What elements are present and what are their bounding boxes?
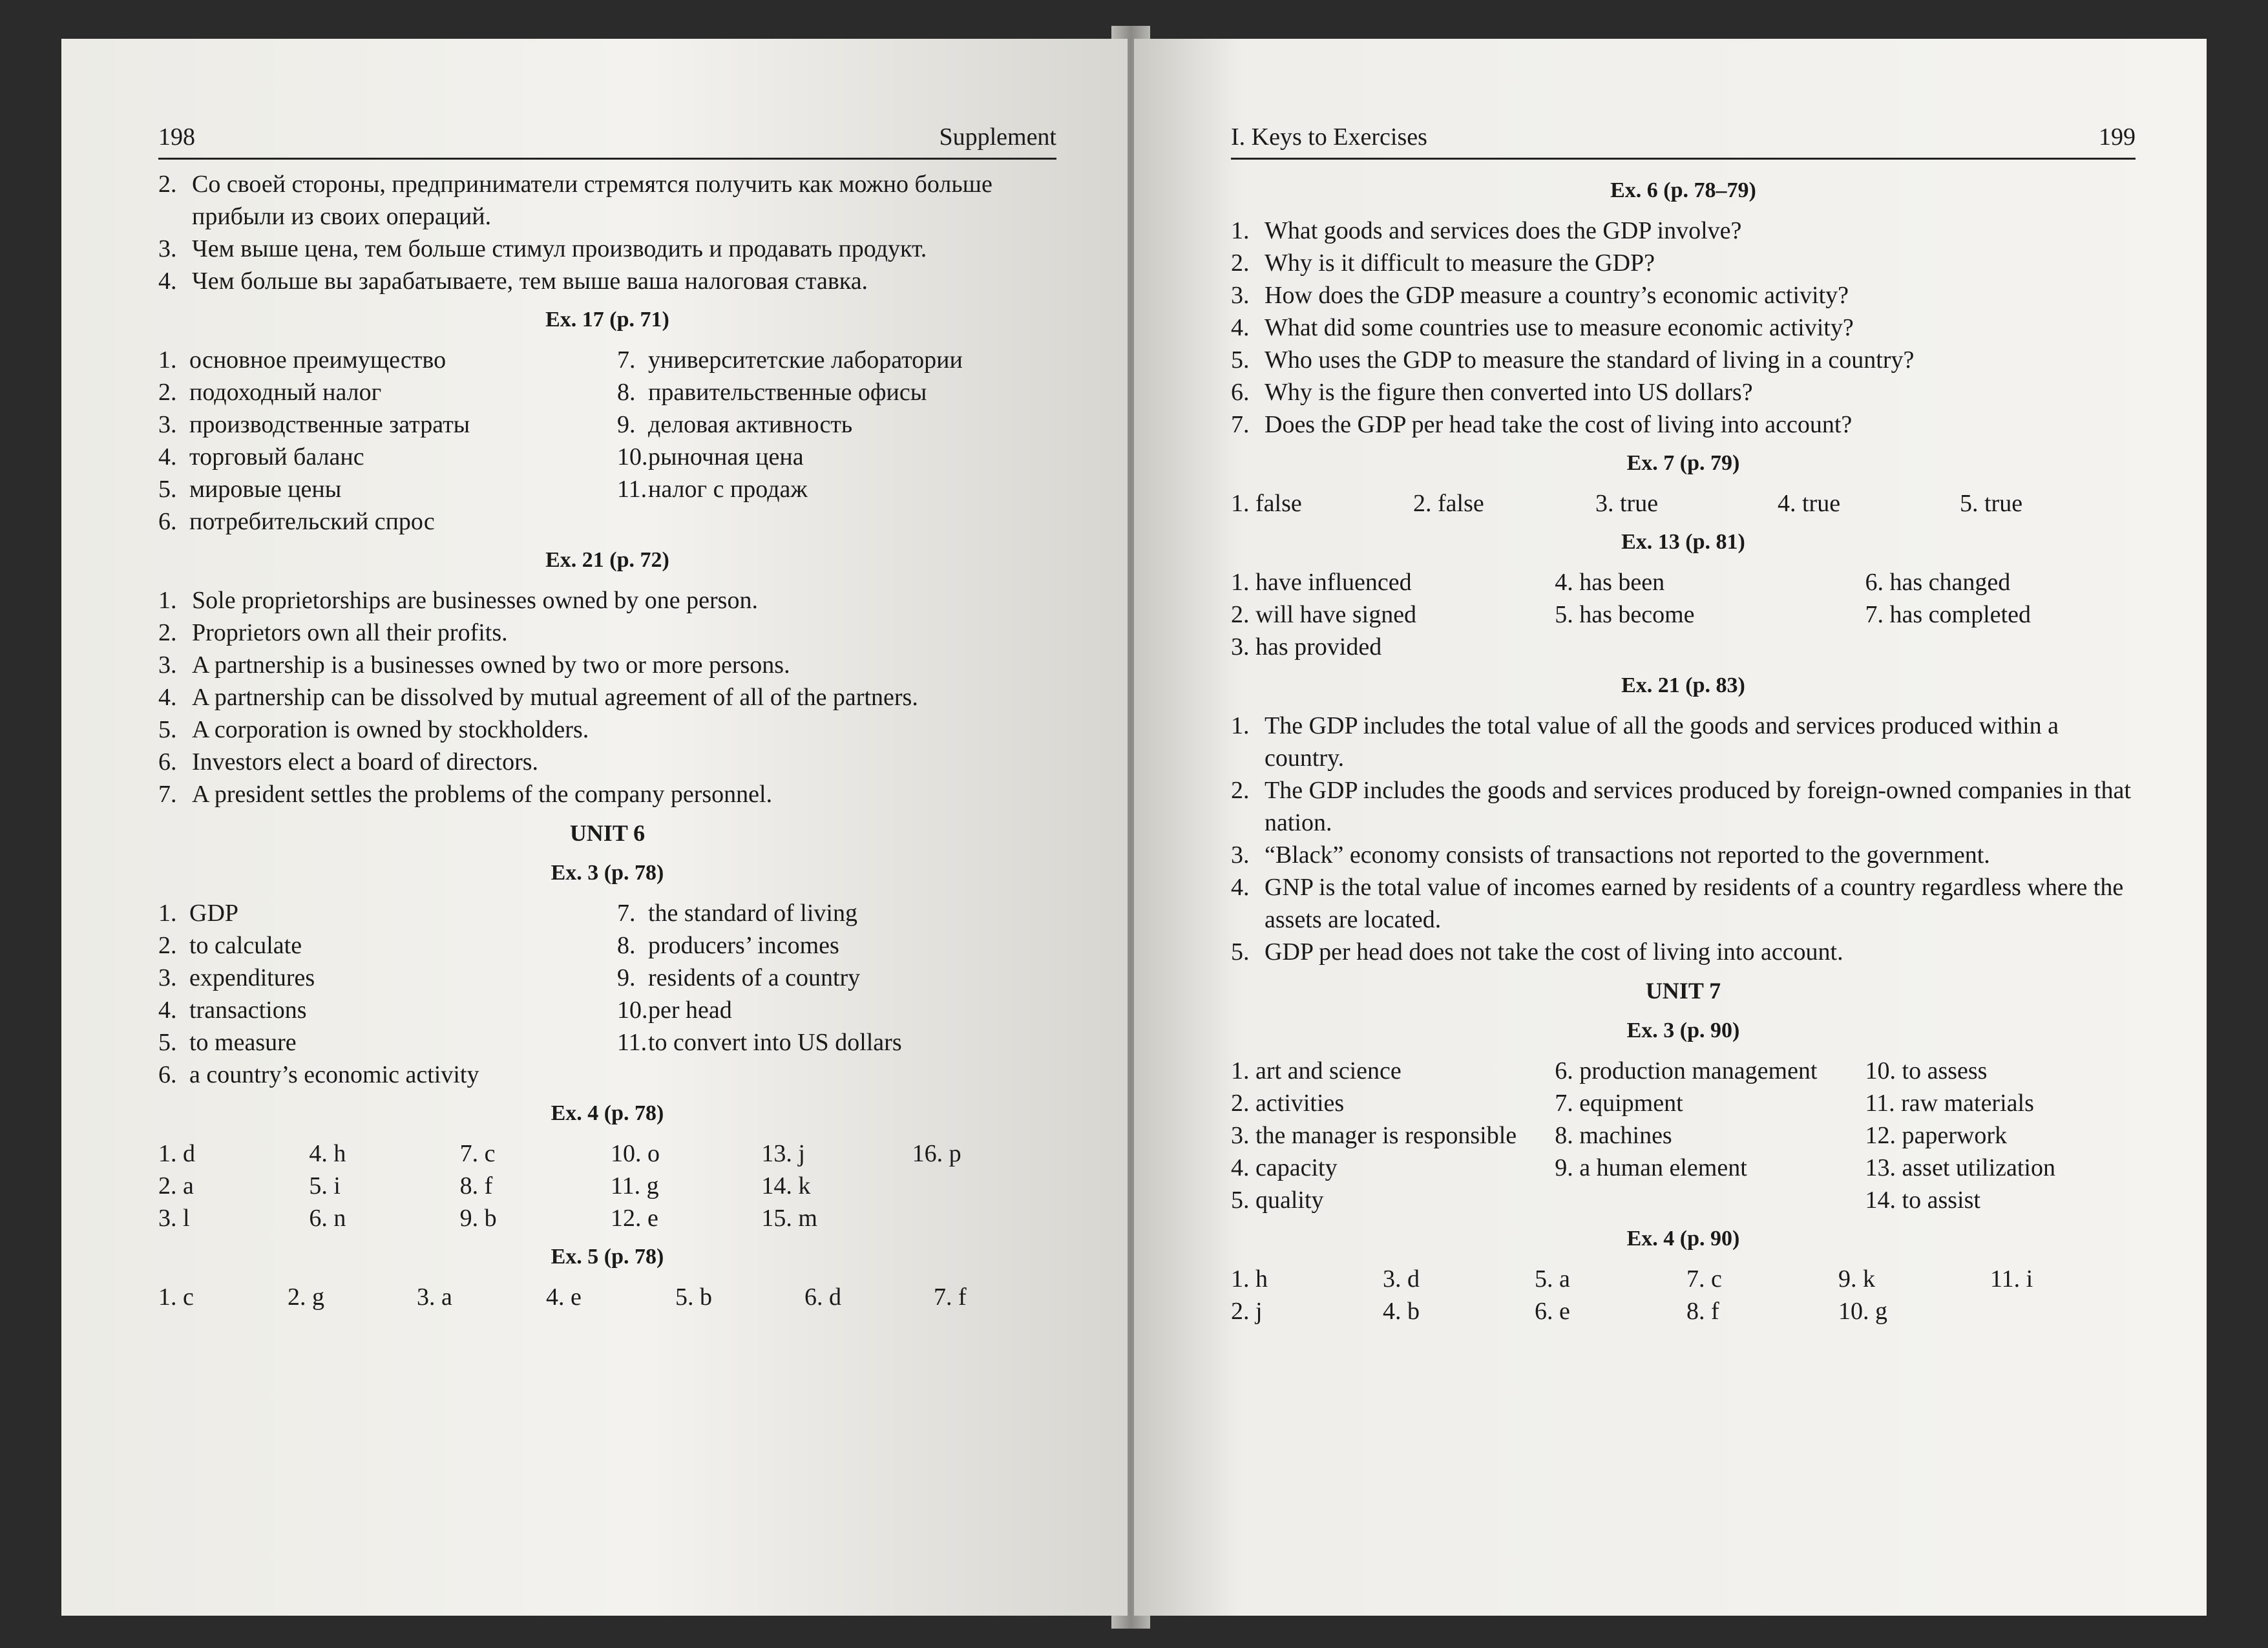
ex17-answers — [158, 344, 1056, 538]
list-item: 4. A partnership can be dissolved by mutual agreement of all of the partners. — [158, 684, 918, 711]
answer-row: 2. a 5. i 8. f 11. g 14. k — [158, 1172, 811, 1199]
right-content — [1231, 168, 2136, 1327]
list-item: 1. основное преимущество — [158, 346, 446, 374]
list-item: 3. How does the GDP measure a country’s economic activity? — [1231, 282, 1849, 309]
list-item: 8. producers’ incomes — [617, 932, 839, 959]
ex21-answers — [158, 584, 1056, 810]
page-number: 198 — [158, 123, 195, 151]
list-item: 5. to measure — [158, 1029, 297, 1056]
answer-row: 1. d 4. h 7. c 10. o 13. j 16. p — [158, 1140, 961, 1167]
running-title: Supplement — [939, 123, 1056, 151]
list-item: 7. университетские лаборатории — [617, 346, 963, 374]
list-item: 10. рыночная цена — [617, 443, 804, 470]
list-item: 10. per head — [617, 997, 732, 1024]
list-item: 1. Sole proprietorships are businesses owned by one person. — [158, 587, 758, 614]
list-item: 4. торговый баланс — [158, 443, 364, 470]
exercise-heading: Ex. 7 (p. 79) — [1626, 451, 1740, 475]
answer-row: 2. j 4. b 6. e 8. f 10. g — [1231, 1298, 1887, 1325]
list-item: 6. a country’s economic activity — [158, 1061, 479, 1088]
answer-row: 3. l 6. n 9. b 12. e 15. m — [158, 1205, 817, 1232]
list-item: 1. What goods and services does the GDP involve? — [1231, 217, 1742, 244]
unit-heading: UNIT 7 — [1645, 978, 1721, 1004]
list-item: 3. Чем выше цена, тем больше стимул производить и продавать продукт. — [158, 235, 927, 262]
list-item: 6. Investors elect a board of directors. — [158, 748, 539, 776]
list-item: 11. налог с продаж — [617, 476, 808, 503]
exercise-heading: Ex. 4 (p. 78) — [551, 1101, 664, 1125]
list-item: 3. “Black” economy consists of transactions not reported to the government. — [1231, 841, 1990, 869]
ex13-answers: 1. have influenced 2. will have signed 3. has provided 4. has been 5. has become 6. has changed 7. has completed — [1231, 569, 2031, 660]
list-item: 2. Proprietors own all their profits. — [158, 619, 508, 646]
list-item: 8. правительственные офисы — [617, 379, 927, 406]
list-item: 2. to calculate — [158, 932, 302, 959]
exercise-heading: Ex. 4 (p. 90) — [1626, 1227, 1740, 1251]
list-item: 1. The GDP includes the total value of all the goods and services produced within a country. — [1231, 712, 2059, 772]
unit7-ex3-answers: 1. art and science 2. activities 3. the manager is responsible 4. capacity 5. quality 6. production management 7. equipment 8. machines 9. a human element 10. to assess 11. raw materials 12. paperwork 13. asset utilization 14. to assist — [1231, 1057, 2055, 1214]
list-item: 5. A corporation is owned by stockholders. — [158, 716, 589, 743]
left-content — [158, 168, 1056, 1313]
list-item: 7. A president settles the problems of the company personnel. — [158, 781, 773, 808]
list-item: 6. потребительский спрос — [158, 508, 435, 535]
list-item: 3. A partnership is a businesses owned by two or more persons. — [158, 651, 790, 679]
list-item: 5. Who uses the GDP to measure the standard of living in a country? — [1231, 346, 1915, 374]
list-item: 5. GDP per head does not take the cost of living into account. — [1231, 938, 1843, 966]
list-item: 2. подоходный налог — [158, 379, 382, 406]
list-item: 2. Со своей стороны, предприниматели стремятся получить как можно больше прибыли из своих операций. — [158, 171, 992, 230]
list-item: 4. Чем больше вы зарабатываете, тем выше ваша налоговая ставка. — [158, 268, 868, 295]
left-page — [61, 39, 1128, 1616]
list-item: 4. What did some countries use to measure economic activity? — [1231, 314, 1854, 341]
list-item: 3. производственные затраты — [158, 411, 470, 438]
list-item: 3. expenditures — [158, 964, 315, 991]
list-item: 9. деловая активность — [617, 411, 853, 438]
exercise-heading: Ex. 21 (p. 83) — [1621, 673, 1745, 697]
exercise-heading: Ex. 21 (p. 72) — [545, 548, 669, 572]
list-item: 1. GDP — [158, 900, 239, 927]
ex7-answers: 1. false 2. false 3. true 4. true 5. true — [1231, 490, 2023, 517]
list-item: 7. the standard of living — [617, 900, 857, 927]
list-item: 4. transactions — [158, 997, 307, 1024]
list-item: 9. residents of a country — [617, 964, 861, 991]
ex21-answers — [1231, 710, 2136, 968]
ex6-answers — [1231, 215, 2136, 441]
running-title: I. Keys to Exercises — [1231, 123, 1427, 151]
list-item: 2. Why is it difficult to measure the GDP? — [1231, 249, 1655, 277]
unit-heading: UNIT 6 — [569, 820, 646, 846]
list-item: 6. Why is the figure then converted into US dollars? — [1231, 379, 1753, 406]
list-item: 7. Does the GDP per head take the cost of living into account? — [1231, 411, 1853, 438]
exercise-heading: Ex. 17 (p. 71) — [545, 308, 669, 332]
exercise-heading: Ex. 13 (p. 81) — [1621, 530, 1745, 554]
list-item: 11. to convert into US dollars — [617, 1029, 902, 1056]
right-page — [1134, 39, 2207, 1616]
list-item: 4. GNP is the total value of incomes earned by residents of a country regardless where the assets are located. — [1231, 874, 2124, 933]
exercise-heading: Ex. 3 (p. 78) — [551, 861, 664, 885]
list-item: 5. мировые цены — [158, 476, 342, 503]
answer-row: 1. h 3. d 5. a 7. c 9. k 11. i — [1231, 1265, 2033, 1293]
left-running-head — [158, 123, 1056, 160]
right-running-head — [1231, 123, 2136, 160]
page-number: 199 — [2099, 123, 2136, 151]
exercise-heading: Ex. 6 (p. 78–79) — [1610, 178, 1756, 202]
unit7-ex4-answers — [1231, 1263, 2136, 1327]
list-item: 2. The GDP includes the goods and services produced by foreign-owned companies in that nation. — [1231, 777, 2131, 836]
exercise-heading: Ex. 5 (p. 78) — [551, 1245, 664, 1269]
russian-translation-list — [158, 168, 1056, 297]
unit6-ex5-answers: 1. c 2. g 3. a 4. e 5. b 6. d 7. f — [158, 1284, 967, 1311]
unit6-ex4-answers — [158, 1137, 1056, 1234]
unit6-ex3-answers — [158, 897, 1056, 1091]
exercise-heading: Ex. 3 (p. 90) — [1626, 1019, 1740, 1042]
